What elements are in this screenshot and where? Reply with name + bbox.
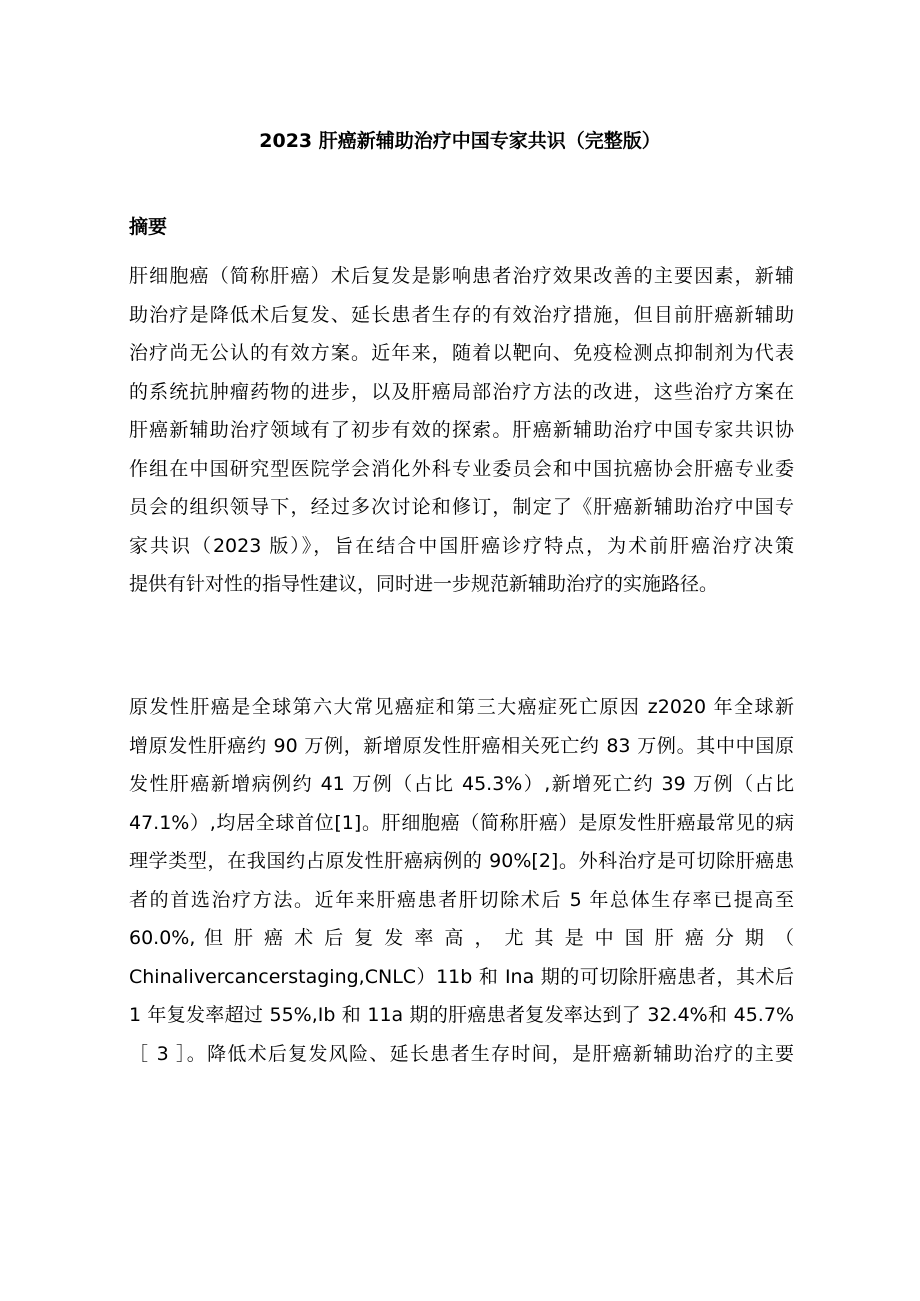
paragraph-line: 家共识（2023 版）》，旨在结合中国肝癌诊疗特点，为术前肝癌治疗决策	[129, 534, 794, 557]
body-paragraph	[129, 688, 794, 1073]
paragraph-line: 员会的组织领导下，经过多次讨论和修订，制定了《肝癌新辅助治疗中国专	[129, 496, 794, 518]
paragraph-line: 肝细胞癌（简称肝癌）术后复发是影响患者治疗效果改善的主要因素，新辅	[129, 265, 794, 287]
paragraph-line: 增原发性肝癌约 90 万例，新增原发性肝癌相关死亡约 83 万例。其中中国原	[129, 734, 794, 757]
document-title: 2023 肝癌新辅助治疗中国专家共识（完整版）	[259, 130, 661, 152]
paragraph-line: 理学类型，在我国约占原发性肝癌病例的 90%[2]。外科治疗是可切除肝癌患	[129, 850, 794, 872]
paragraph-line: Chinalivercancerstaging,CNLC）11b 和 Ina 期的可切除肝癌患者，其术后	[129, 965, 794, 988]
abstract-paragraph	[129, 257, 794, 604]
paragraph-line: 肝癌新辅助治疗领域有了初步有效的探索。肝癌新辅助治疗中国专家共识协	[129, 419, 794, 441]
paragraph-line: 治疗尚无公认的有效方案。近年来，随着以靶向、免疫检测点抑制剂为代表	[129, 342, 794, 364]
paragraph-line: 1 年复发率超过 55%,Ib 和 11a 期的肝癌患者复发率达到了 32.4%和 45.7%	[129, 1004, 794, 1026]
paragraph-line: 47.1%）,均居全球首位[1]。肝细胞癌（简称肝癌）是原发性肝癌最常见的病	[129, 811, 794, 834]
paragraph-line: 助治疗是降低术后复发、延长患者生存的有效治疗措施，但目前肝癌新辅助	[129, 303, 794, 326]
paragraph-line: 60.0%, 但 肝 癌 术 后 复 发 率 高 ， 尤 其 是 中 国 肝 癌 分 期 （	[129, 927, 794, 949]
paragraph-line: ［ 3 ］。降低术后复发风险、延长患者生存时间，是肝癌新辅助治疗的主要	[129, 1042, 794, 1065]
paragraph-line: 提供有针对性的指导性建议，同时进一步规范新辅助治疗的实施路径。	[129, 573, 719, 595]
paragraph-line: 者的首选治疗方法。近年来肝癌患者肝切除术后 5 年总体生存率已提高至	[129, 888, 794, 911]
paragraph-line: 作组在中国研究型医院学会消化外科专业委员会和中国抗癌协会肝癌专业委	[129, 457, 794, 480]
paragraph-line: 原发性肝癌是全球第六大常见癌症和第三大癌症死亡原因 z2020 年全球新	[129, 696, 794, 718]
paragraph-line: 发性肝癌新增病例约 41 万例（占比 45.3%）,新增死亡约 39 万例（占比	[129, 773, 794, 795]
abstract-heading: 摘要	[129, 216, 168, 238]
paragraph-line: 的系统抗肿瘤药物的进步，以及肝癌局部治疗方法的改进，这些治疗方案在	[129, 380, 794, 403]
